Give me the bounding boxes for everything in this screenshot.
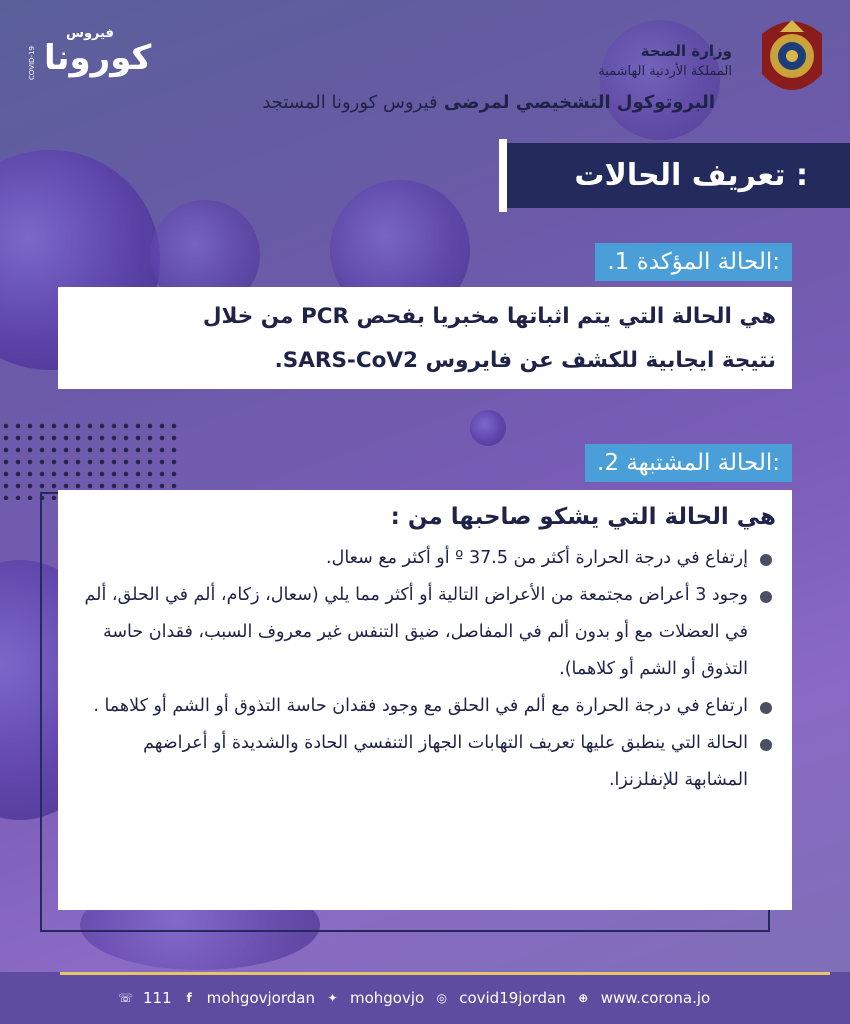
ministry-block <box>598 42 732 79</box>
section1-line: هي الحالة التي يتم اثباتها مخبريا بفحص PCR من خلال <box>202 304 776 329</box>
footer <box>0 972 850 1024</box>
list-item: إرتفاع في درجة الحرارة أكثر من 37.5 º أو أكثر مع سعال. <box>74 540 776 577</box>
page-subtitle <box>262 92 715 113</box>
footer-contacts <box>118 989 710 1007</box>
section1-label: .1 الحالة المؤكدة: <box>595 243 792 281</box>
phone-icon: ☏ <box>118 990 134 1005</box>
footer-phone[interactable]: 111 <box>143 989 172 1007</box>
footer-facebook[interactable]: mohgovjordan <box>206 989 315 1007</box>
footer-website[interactable]: www.corona.jo <box>600 989 711 1007</box>
section1-line: نتيجة ايجابية للكشف عن فايروس SARS-CoV2. <box>274 348 776 373</box>
globe-icon: ⊕ <box>578 990 589 1005</box>
twitter-icon: ✦ <box>327 990 338 1005</box>
facebook-icon: f <box>186 990 192 1005</box>
kingdom-name: المملكة الأردنية الهاشمية <box>598 64 732 79</box>
list-item: وجود 3 أعراض مجتمعة من الأعراض التالية أو أكثر مما يلي (سعال، زكام، ألم في الحلق، ألم في العضلات مع أو بدون ألم في المفاصل، ضيق التنفس غير معروف السبب، فقدان حاسة التذوق أو الشم أو كلاهما). <box>74 577 776 688</box>
subtitle-bold: البروتوكول التشخيصي لمرضى <box>443 92 715 113</box>
list-item: الحالة التي ينطبق عليها تعريف التهابات الجهاز التنفسي الحادة والشديدة أو أعراضهم المشابهة للإنفلزنزا. <box>74 725 776 799</box>
page-title: تعريف الحالات : <box>503 143 850 208</box>
logo-tag: COVID-19 <box>28 46 36 80</box>
list-item: ارتفاع في درجة الحرارة مع ألم في الحلق مع وجود فقدان حاسة التذوق أو الشم أو كلاهما . <box>74 688 776 725</box>
crest-icon <box>752 14 832 100</box>
logo-big-text: كورونا <box>44 38 152 78</box>
section1-box <box>58 287 792 389</box>
footer-divider <box>60 972 830 975</box>
virus-decoration <box>470 410 506 446</box>
footer-instagram[interactable]: covid19jordan <box>459 989 566 1007</box>
corona-logo <box>24 20 174 80</box>
subtitle-normal: فيروس كورونا المستجد <box>262 92 438 113</box>
ministry-name: وزارة الصحة <box>640 42 732 60</box>
logo-small-text: فيروس <box>66 26 114 41</box>
section2-label: .2 الحالة المشتبهة: <box>585 444 792 482</box>
instagram-icon: ◎ <box>436 990 447 1005</box>
section2-box <box>58 490 792 910</box>
footer-twitter[interactable]: mohgovjo <box>349 989 425 1007</box>
dot-pattern <box>0 420 180 500</box>
section2-lead: هي الحالة التي يشكو صاحبها من : <box>390 504 776 530</box>
